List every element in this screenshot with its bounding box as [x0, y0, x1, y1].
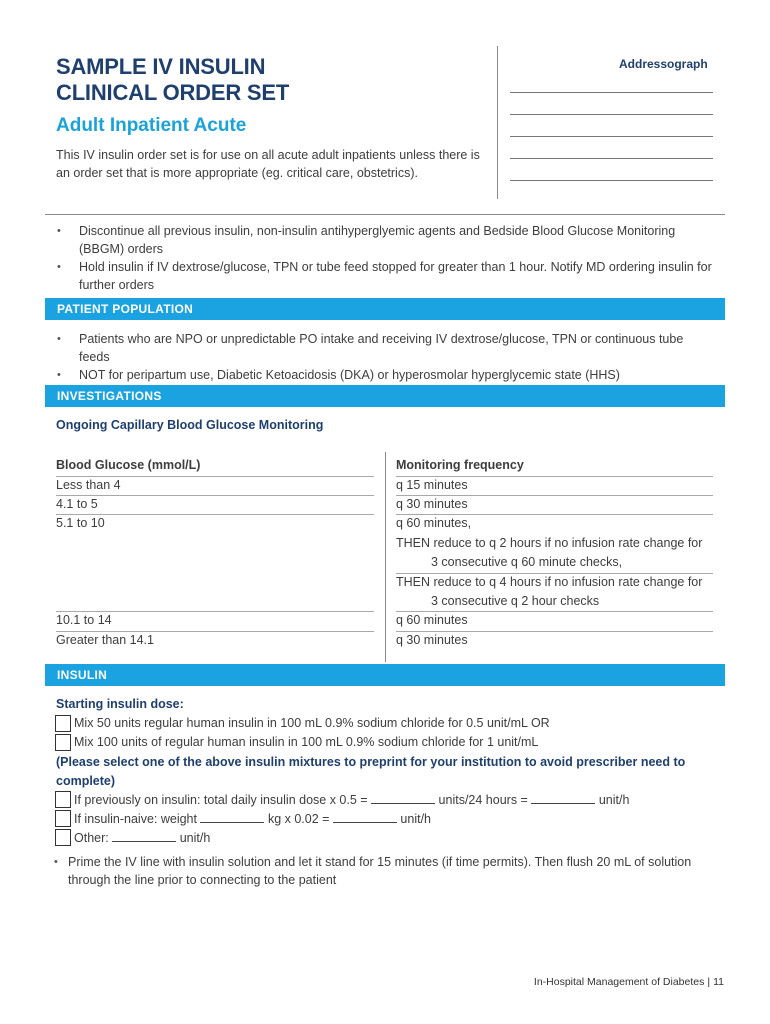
dose-option-checkbox[interactable] [55, 810, 71, 827]
title-line-1: SAMPLE IV INSULIN [56, 54, 266, 79]
addressograph-line[interactable] [510, 136, 713, 137]
dose-previous-insulin [74, 792, 629, 807]
addressograph-line[interactable] [510, 158, 713, 159]
table-cell-frequency: q 15 minutes [396, 478, 468, 492]
frequency-column-header: Monitoring frequency [396, 458, 524, 472]
table-row-divider [56, 476, 374, 477]
page-number: 11 [713, 976, 724, 988]
dose-unit: unit/h [598, 793, 630, 807]
dose-label: kg x 0.02 = [267, 812, 330, 826]
dose-label: units/24 hours = [438, 793, 528, 807]
list-item: • Hold insulin if IV dextrose/glucose, TPN or tube feed stopped for greater than 1 hour. Notify MD ordering insulin for further orders [55, 258, 715, 294]
frequency-reduction-note: THEN reduce to q 4 hours if no infusion rate change for [396, 575, 703, 589]
frequency-reduction-note: 3 consecutive q 60 minute checks, [431, 555, 623, 569]
table-column-divider [385, 452, 386, 662]
table-row-divider [56, 495, 374, 496]
mix-option-label: Mix 50 units regular human insulin in 100 mL 0.9% sodium chloride for 0.5 unit/mL OR [74, 716, 550, 730]
table-row-divider [396, 476, 713, 477]
title-line-2: CLINICAL ORDER SET [56, 80, 290, 105]
frequency-reduction-note: 3 consecutive q 2 hour checks [431, 594, 600, 608]
table-row-divider [56, 611, 374, 612]
mix-option-label: Mix 100 units of regular human insulin in 100 mL 0.9% sodium chloride for 1 unit/mL [74, 735, 539, 749]
list-item: • Prime the IV line with insulin solution and let it stand for 15 minutes (if time permits). Then flush 20 mL of solution through the line prior to connecting to the patient [52, 853, 717, 889]
dose-option-checkbox[interactable] [55, 791, 71, 808]
other-dose-field[interactable] [112, 830, 176, 842]
weight-field[interactable] [200, 811, 264, 823]
dose-insulin-naive [74, 811, 431, 826]
table-row-divider [396, 573, 713, 574]
header-bottom-rule [45, 214, 725, 215]
table-cell-frequency: q 60 minutes, [396, 516, 472, 530]
dose-other [74, 830, 210, 845]
intro-text: This IV insulin order set is for use on all acute adult inpatients unless there is an order set that is more appropriate (eg. critical care, obstetrics). [56, 148, 480, 180]
table-cell-frequency: q 30 minutes [396, 497, 468, 511]
general-orders-list [55, 222, 715, 294]
dose-label: If insulin-naive: weight [74, 812, 197, 826]
glucose-column-header: Blood Glucose (mmol/L) [56, 458, 201, 472]
header-divider [497, 46, 498, 199]
table-cell-glucose: Less than 4 [56, 478, 121, 492]
total-daily-dose-field[interactable] [371, 792, 435, 804]
table-cell-glucose: 4.1 to 5 [56, 497, 98, 511]
mix-option-checkbox[interactable] [55, 715, 71, 732]
dose-unit: unit/h [179, 831, 211, 845]
investigations-header: INVESTIGATIONS [45, 385, 725, 407]
addressograph-label: Addressograph [619, 57, 708, 71]
table-cell-frequency: q 30 minutes [396, 633, 468, 647]
naive-dose-field[interactable] [333, 811, 397, 823]
page-title [56, 54, 289, 106]
dose-label: Other: [74, 831, 109, 845]
table-cell-glucose: 5.1 to 10 [56, 516, 105, 530]
patient-population-list [55, 330, 715, 384]
table-row-divider [396, 611, 713, 612]
dose-option-checkbox[interactable] [55, 829, 71, 846]
patient-population-header: PATIENT POPULATION [45, 298, 725, 320]
table-row-divider [396, 631, 713, 632]
table-row-divider [396, 495, 713, 496]
list-item: • Patients who are NPO or unpredictable PO intake and receiving IV dextrose/glucose, TPN or continuous tube feeds [55, 330, 715, 366]
list-item: • NOT for peripartum use, Diabetic Ketoacidosis (DKA) or hyperosmolar hyperglycemic state (HHS) [55, 366, 715, 384]
addressograph-line[interactable] [510, 92, 713, 93]
addressograph-line[interactable] [510, 114, 713, 115]
units-per-24h-field[interactable] [531, 792, 595, 804]
addressograph-line[interactable] [510, 180, 713, 181]
dose-label: If previously on insulin: total daily insulin dose x 0.5 = [74, 793, 368, 807]
starting-dose-label: Starting insulin dose: [56, 697, 184, 711]
list-item: • Discontinue all previous insulin, non-insulin antihyperglyemic agents and Bedside Blood Glucose Monitoring (BBGM) orders [55, 222, 715, 258]
frequency-reduction-note: THEN reduce to q 2 hours if no infusion rate change for [396, 536, 703, 550]
dose-unit: unit/h [400, 812, 432, 826]
page-subtitle: Adult Inpatient Acute [56, 115, 247, 136]
insulin-header: INSULIN [45, 664, 725, 686]
select-mixture-note: (Please select one of the above insulin mixtures to preprint for your institution to avoid prescriber need to complete) [56, 755, 686, 788]
footer-text: In-Hospital Management of Diabetes [533, 976, 705, 988]
table-cell-glucose: 10.1 to 14 [56, 613, 112, 627]
monitoring-subheading: Ongoing Capillary Blood Glucose Monitoring [56, 418, 324, 432]
page-footer [534, 976, 724, 988]
table-row-divider [56, 514, 374, 515]
mix-option-checkbox[interactable] [55, 734, 71, 751]
prime-line-list [52, 853, 717, 889]
table-row-divider [56, 631, 374, 632]
table-cell-frequency: q 60 minutes [396, 613, 468, 627]
footer-separator: | [707, 976, 711, 988]
table-cell-glucose: Greater than 14.1 [56, 633, 154, 647]
table-row-divider [396, 514, 713, 515]
